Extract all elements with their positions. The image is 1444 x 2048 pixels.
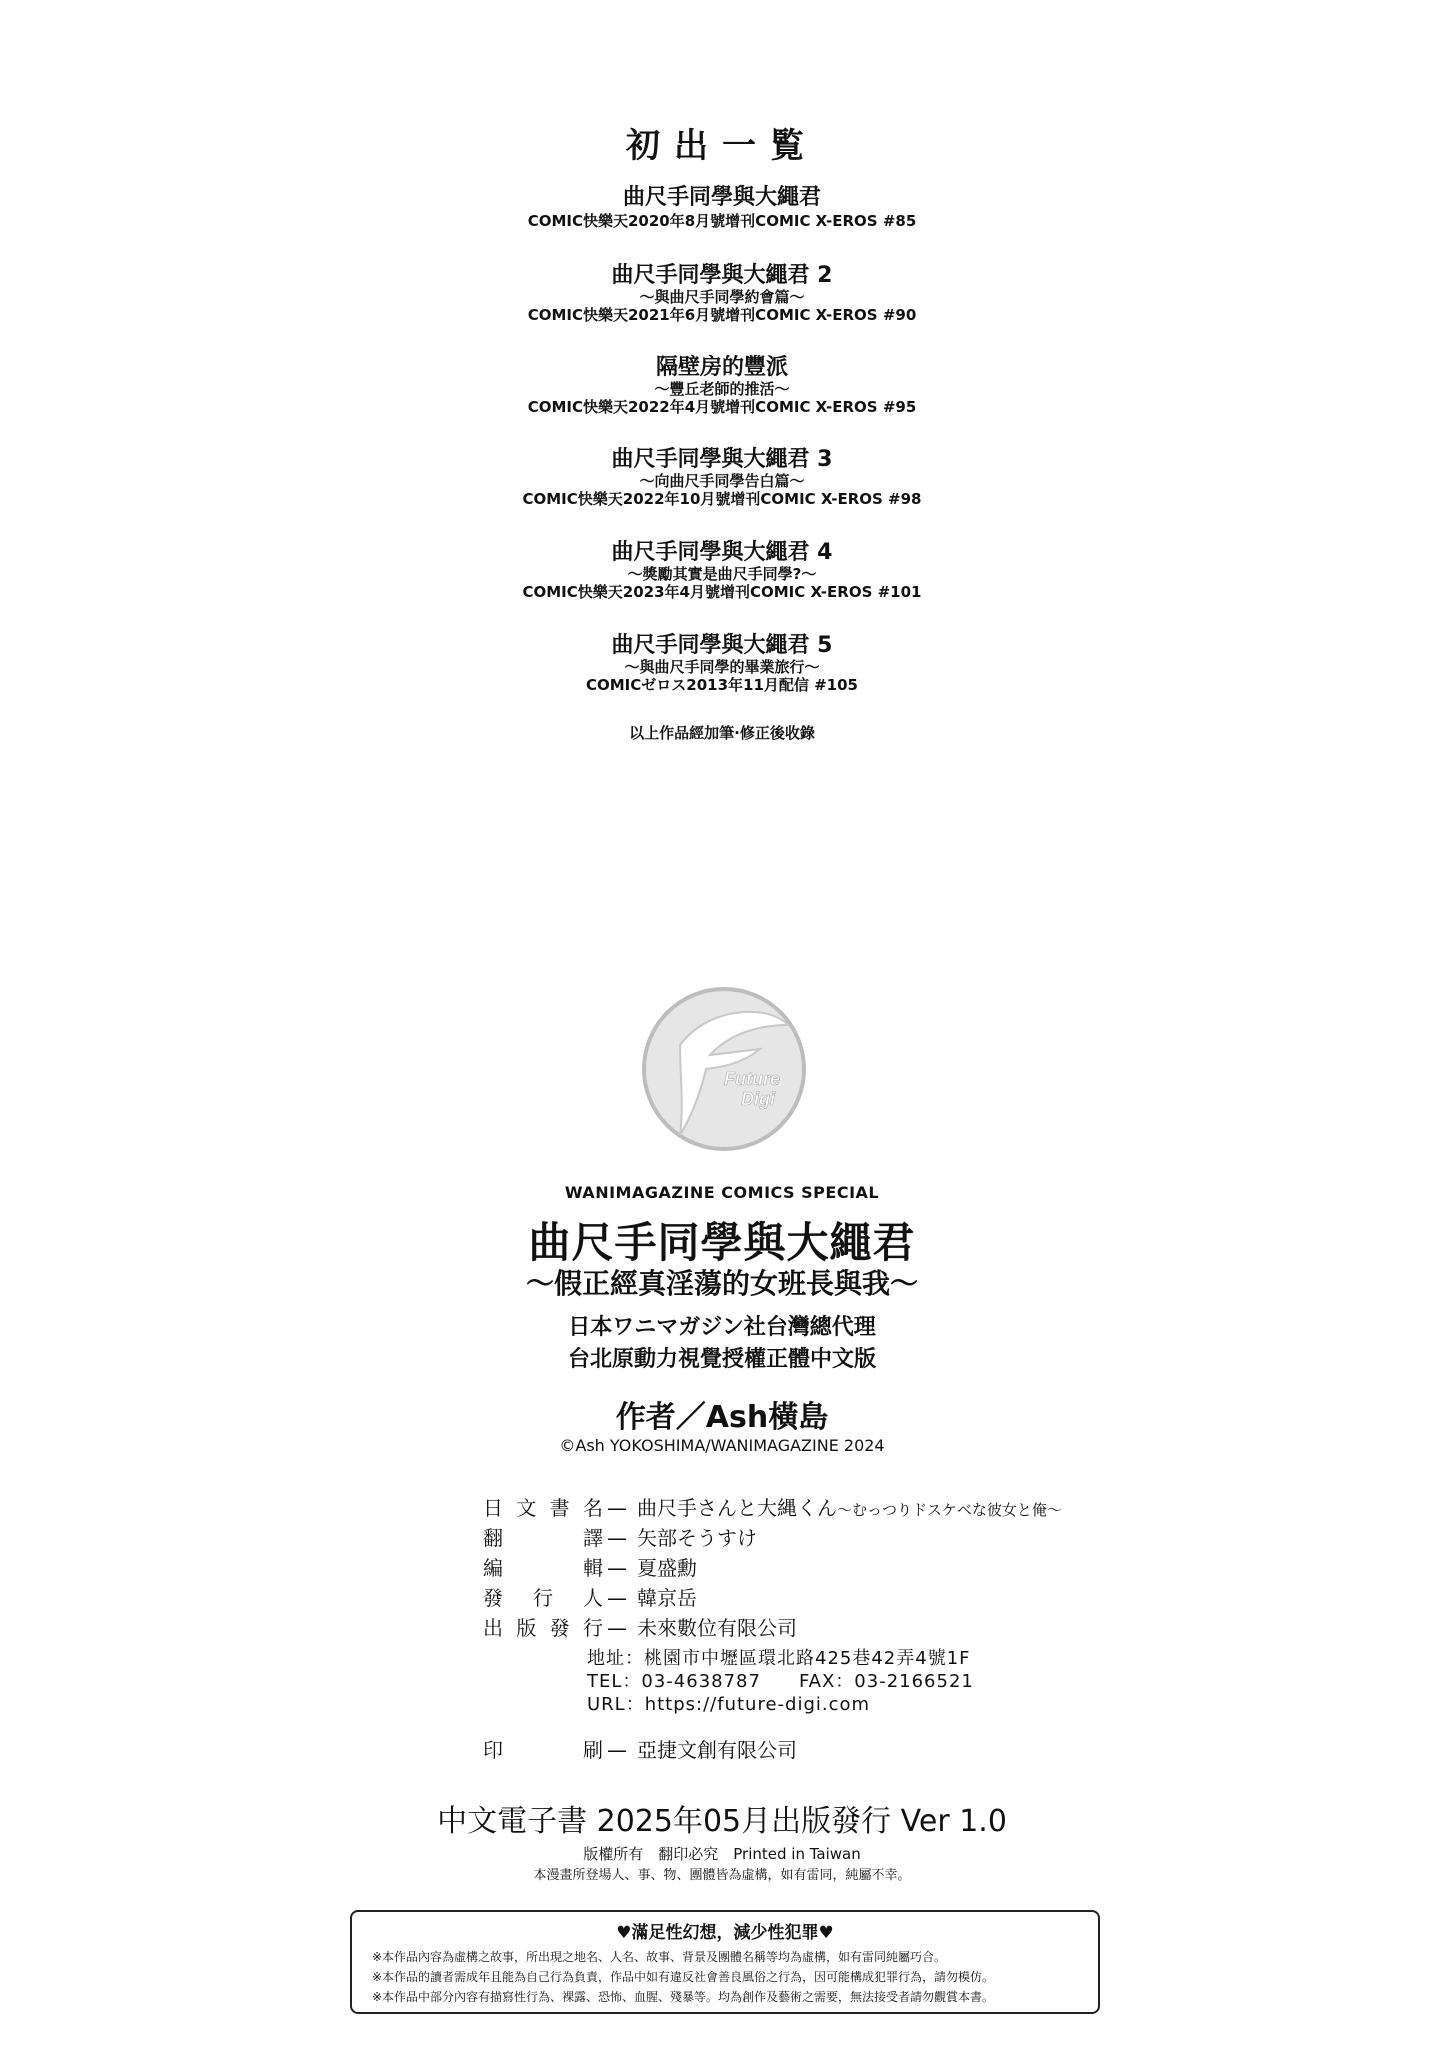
credit-distribution [483,1612,797,1640]
entry-6-title: 曲尺手同學與大繩君 5 [611,633,833,658]
entry-6-source: COMICゼロス2013年11月配信 #105 [585,676,858,694]
credit-dash: — [607,1556,627,1580]
notice-line-3: ※本作品中部分內容有描寫性行為、裸露、恐怖、血腥、殘暴等。均為創作及藝術之需要，無法接受者請勿觀賞本書。 [372,1990,995,2004]
edition-info: 中文電子書 2025年05月出版發行 Ver 1.0 [437,1804,1007,1839]
japanese-title-main: 曲尺手さんと大縄くん [637,1496,837,1520]
credit-editor [483,1552,697,1580]
credit-value: 韓京岳 [637,1586,697,1610]
credit-label: 編輯 [483,1556,603,1580]
book-title: 曲尺手同學與大繩君 [528,1218,916,1267]
copyright: ©Ash YOKOSHIMA/WANIMAGAZINE 2024 [559,1436,885,1455]
publisher-phone: TEL：03-4638787 FAX：03-2166521 [587,1671,974,1692]
credit-value [637,1492,1062,1521]
entry-6-subtitle: ～與曲尺手同學的畢業旅行～ [624,658,820,676]
series-name: WANIMAGAZINE COMICS SPECIAL [564,1183,880,1202]
entry-4-source: COMIC快樂天2022年10月號增刊COMIC X-EROS #98 [522,490,922,508]
entry-3-source: COMIC快樂天2022年4月號增刊COMIC X-EROS #95 [527,398,917,416]
agency-line-1: 日本ワニマガジン社台灣總代理 [568,1315,876,1340]
revision-note: 以上作品經加筆·修正後收錄 [629,724,815,742]
logo-text-line1: Future [724,1069,780,1089]
entry-1-source: COMIC快樂天2020年8月號增刊COMIC X-EROS #85 [527,212,917,230]
credit-dash: — [607,1586,627,1610]
notice-line-1: ※本作品內容為虛構之故事，所出現之地名、人名、故事、背景及團體名稱等均為虛構，如有雷同純屬巧合。 [372,1950,947,1964]
credit-dash: — [607,1496,627,1520]
credit-value: 夏盛勳 [637,1556,697,1580]
entry-4-title: 曲尺手同學與大繩君 3 [611,447,833,472]
future-digi-logo-icon [640,985,808,1153]
entry-3-subtitle: ～豐丘老師的推活～ [654,380,790,398]
entry-5-source: COMIC快樂天2023年4月號增刊COMIC X-EROS #101 [522,583,922,601]
notice-box [350,1910,1100,2014]
disclaimer-line: 本漫畫所登場人、事、物、團體皆為虛構，如有雷同，純屬不幸。 [533,1868,911,1883]
entry-5-title: 曲尺手同學與大繩君 4 [611,540,833,565]
page-title: 初出一覧 [626,126,818,166]
credit-value: 矢部そうすけ [637,1526,757,1550]
japanese-title-sub: ～むっつりドスケベな彼女と俺～ [837,1501,1062,1519]
credit-label: 翻譯 [483,1526,603,1550]
publisher-address: 地址：桃園市中壢區環北路425巷42弄4號1F [587,1648,971,1669]
notice-line-2: ※本作品的讀者需成年且能為自己行為負責，作品中如有違反社會善良風俗之行為，因可能構成犯罪行為，請勿模仿。 [372,1970,995,1984]
credit-dash: — [607,1738,627,1762]
credit-label: 日文書名 [483,1496,603,1520]
entry-2-title: 曲尺手同學與大繩君 2 [611,263,833,288]
book-subtitle: ～假正經真淫蕩的女班長與我～ [525,1267,918,1300]
credit-label: 出版發行 [483,1616,603,1640]
agency-line-2: 台北原動力視覺授權正體中文版 [567,1347,876,1372]
entry-5-subtitle: ～獎勵其實是曲尺手同學?～ [627,565,817,583]
credit-japanese-title [483,1492,1062,1520]
logo-text-line2: Digi [741,1089,775,1109]
entry-1-title: 曲尺手同學與大繩君 [622,185,821,210]
credit-value: 亞捷文創有限公司 [637,1738,797,1762]
credit-value: 未來數位有限公司 [637,1616,797,1640]
credit-printer [483,1734,797,1762]
credit-label: 印刷 [483,1738,603,1762]
credit-label: 發行人 [483,1586,603,1610]
entry-2-source: COMIC快樂天2021年6月號增刊COMIC X-EROS #90 [527,306,917,324]
rights-line: 版權所有 翻印必究 Printed in Taiwan [583,1845,861,1863]
credit-dash: — [607,1526,627,1550]
credit-dash: — [607,1616,627,1640]
author: 作者／Ash橫島 [615,1400,829,1435]
notice-title: ♥滿足性幻想，減少性犯罪♥ [616,1923,834,1943]
entry-4-subtitle: ～向曲尺手同學告白篇～ [639,472,805,490]
publisher-url: URL：https://future-digi.com [587,1694,871,1715]
entry-2-subtitle: ～與曲尺手同學約會篇～ [639,288,805,306]
credit-publisher [483,1582,697,1610]
credit-translator [483,1522,757,1550]
entry-3-title: 隔壁房的豐派 [655,355,788,380]
